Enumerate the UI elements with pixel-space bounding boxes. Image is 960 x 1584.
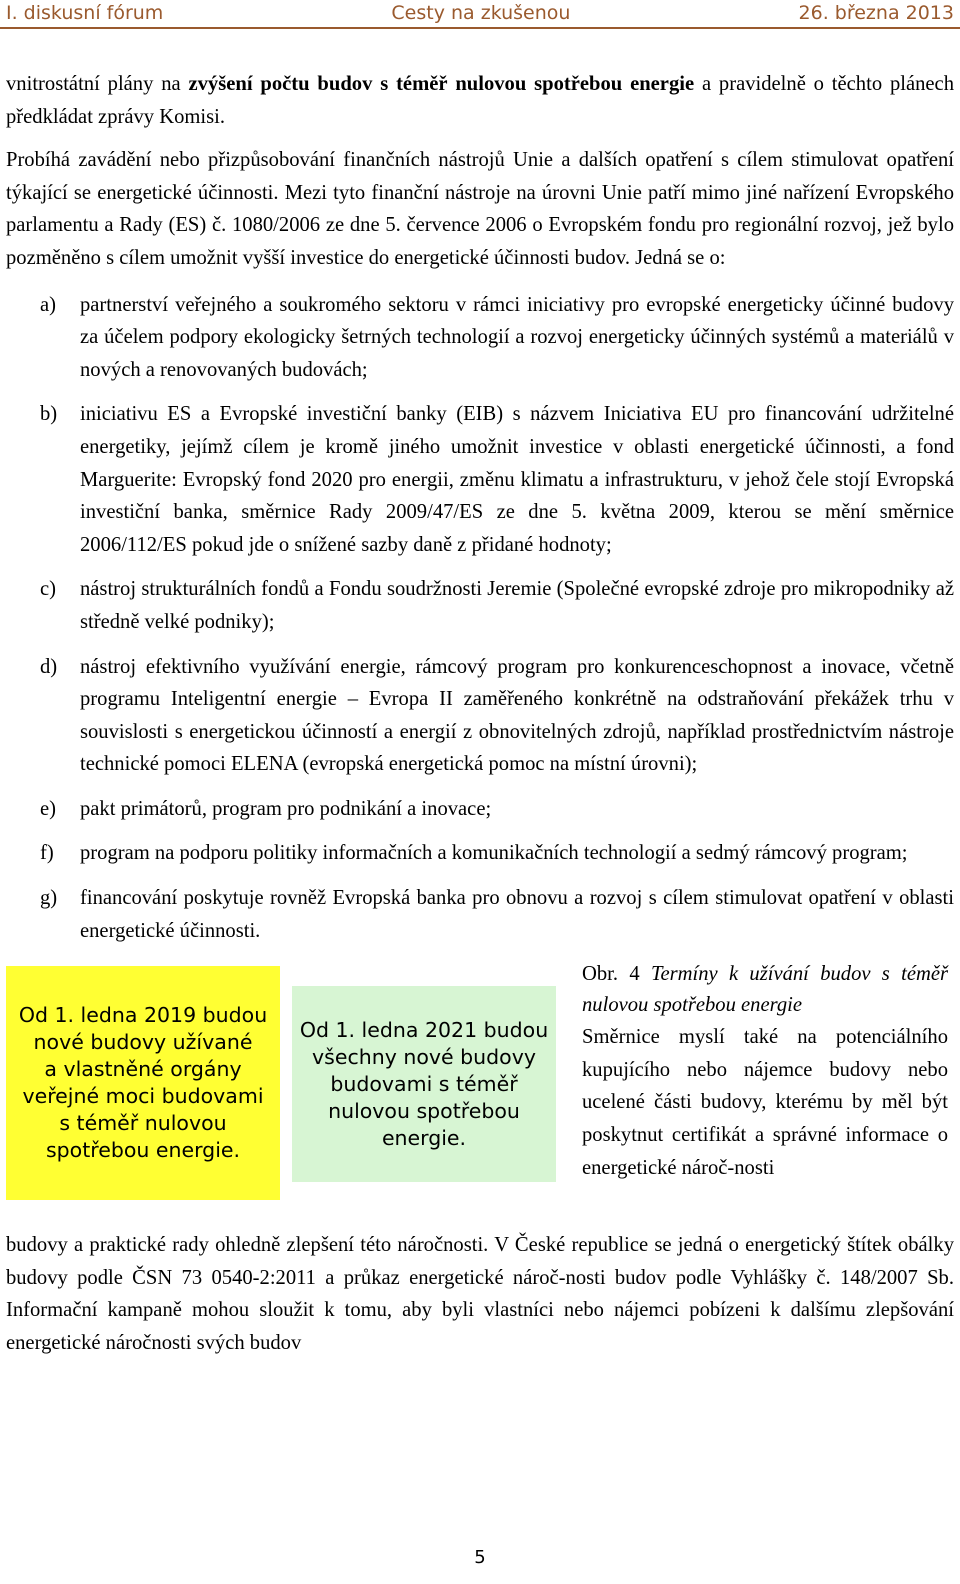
list-item-text: partnerství veřejného a soukromého sektoru v rámci iniciativy pro evropské energeticky účinné budovy za účelem podpory ekologicky šetrných technologií a rozvoj energeticky účinných systémů a materiálů v nových a renovovaných budovách; bbox=[80, 293, 954, 381]
box-line: všechny nové budovy bbox=[312, 1044, 536, 1069]
list-item-text: program na podporu politiky informačních a komunikačních technologií a sedmý rámcový program; bbox=[80, 842, 908, 865]
figure-caption bbox=[582, 959, 948, 1021]
header-rule bbox=[0, 27, 960, 29]
caption-number: Obr. 4 bbox=[582, 963, 640, 986]
page-number: 5 bbox=[474, 1547, 486, 1568]
header-date: 26. března 2013 bbox=[798, 2, 954, 24]
list-marker: f) bbox=[40, 842, 54, 865]
list-item-text: nástroj efektivního využívání energie, rámcový program pro konkurenceschopnost a inovace, včetně programu Inteligentní energie – Evropa II zaměřeného konkrétně na odstraňování překážek trhu v souvislosti s energetickou účinností a energií z obnovitelných zdrojů, například prostřednictvím nástroje technické pomoci ELENA (evropská energetická pomoc na místní úrovni); bbox=[80, 655, 954, 776]
list-marker: a) bbox=[40, 293, 56, 316]
list-marker: b) bbox=[40, 403, 58, 426]
paragraph-plans bbox=[6, 68, 954, 133]
list-item bbox=[6, 651, 954, 781]
list-item bbox=[6, 289, 954, 387]
box-line: Od 1. ledna 2021 budou bbox=[299, 1017, 549, 1042]
caption-title: Termíny k užívání budov s téměř nulovou spotřebou energie bbox=[582, 963, 949, 1017]
figure-side-column bbox=[582, 959, 948, 1184]
list-item bbox=[6, 882, 954, 947]
paragraph-directive-side: Směrnice myslí také na potenciálního kupujícího nebo nájemce budovy nebo ucelené části budovy, kterému by měl být poskytnut certifikát a správné informace o energetické nároč-nosti bbox=[582, 1026, 948, 1179]
list-item bbox=[6, 837, 954, 870]
list-item bbox=[6, 573, 954, 638]
deadline-box-2019 bbox=[6, 966, 280, 1200]
box-line: budovami s téměř bbox=[330, 1071, 518, 1096]
box-line: nulovou spotřebou bbox=[328, 1098, 520, 1123]
list-item-text: pakt primátorů, program pro podnikání a inovace; bbox=[80, 797, 492, 820]
box-line: a vlastněné orgány bbox=[44, 1057, 242, 1082]
paragraph-plans-post: a pravidelně o těchto plánech předkládat zprávy Komisi. bbox=[6, 73, 954, 128]
list-item-text: financování poskytuje rovněž Evropská banka pro obnovu a rozvoj s cílem stimulovat opatření v oblasti energetické účinnosti. bbox=[80, 887, 954, 942]
instrument-list bbox=[6, 289, 954, 948]
box-line: s téměř nulovou bbox=[59, 1111, 227, 1136]
box-line: Od 1. ledna 2019 budou bbox=[18, 1003, 268, 1028]
figure-row bbox=[6, 959, 954, 1229]
box-line: veřejné moci budovami bbox=[22, 1084, 264, 1109]
list-item-text: iniciativu ES a Evropské investiční banky (EIB) s názvem Iniciativa EU pro financování udržitelné energetiky, jejímž cílem je kromě jiného umožnit investice v oblasti energetické účinnosti, a fond Marguerite: Evropský fond 2020 pro energii, změnu klimatu a infrastrukturu, v jehož čele stojí Evropská investiční banka, směrnice Rady 2009/47/ES ze dne 5. května 2009, kterou se mění směrnice 2006/112/ES pokud jde o snížené sazby daně z přidané hodnoty; bbox=[80, 403, 954, 556]
list-item bbox=[6, 398, 954, 561]
box-line: energie. bbox=[381, 1125, 467, 1150]
paragraph-financial-instruments: Probíhá zavádění nebo přizpůsobování finančních nástrojů Unie a dalších opatření s cílem stimulovat opatření týkající se energetické účinnosti. Mezi tyto finanční nástroje na úrovni Unie patří mimo jiné nařízení Evropského parlamentu a Rady (ES) č. 1080/2006 ze dne 5. července 2006 o Evropském fondu pro regionální rozvoj, jež bylo pozměněno s cílem umožnit vyšší investice do energetické účinnosti budov. Jedná se o: bbox=[6, 149, 954, 269]
box-line: spotřebou energie. bbox=[45, 1138, 241, 1163]
header-title: Cesty na zkušenou bbox=[391, 2, 571, 24]
paragraph-plans-pre: vnitrostátní plány na bbox=[6, 73, 189, 95]
deadline-box-2021 bbox=[292, 986, 556, 1182]
page-header bbox=[0, 0, 960, 26]
list-item-text: nástroj strukturálních fondů a Fondu soudržnosti Jeremie (Společné evropské zdroje pro mikropodniky až středně velké podniky); bbox=[80, 578, 954, 633]
list-marker: e) bbox=[40, 797, 56, 820]
box-line: nové budovy užívané bbox=[33, 1030, 253, 1055]
header-forum: I. diskusní fórum bbox=[6, 2, 164, 24]
list-marker: c) bbox=[40, 578, 56, 601]
paragraph-plans-bold: zvýšení počtu budov s téměř nulovou spotřebou energie bbox=[188, 73, 695, 95]
page-content bbox=[6, 68, 954, 1360]
list-marker: d) bbox=[40, 655, 58, 678]
list-marker: g) bbox=[40, 887, 58, 910]
list-item bbox=[6, 793, 954, 826]
paragraph-directive-continued: budovy a praktické rady ohledně zlepšení této náročnosti. V České republice se jedná o energetický štítek obálky budovy podle ČSN 73 0540-2:2011 a průkaz energetické nároč-nosti budov podle Vyhlášky č. 148/2007 Sb. Informační kampaně mohou sloužit k tomu, aby byli vlastníci nebo nájemci pobízeni k dalšímu zlepšování energetické náročnosti svých budov bbox=[6, 1234, 954, 1355]
